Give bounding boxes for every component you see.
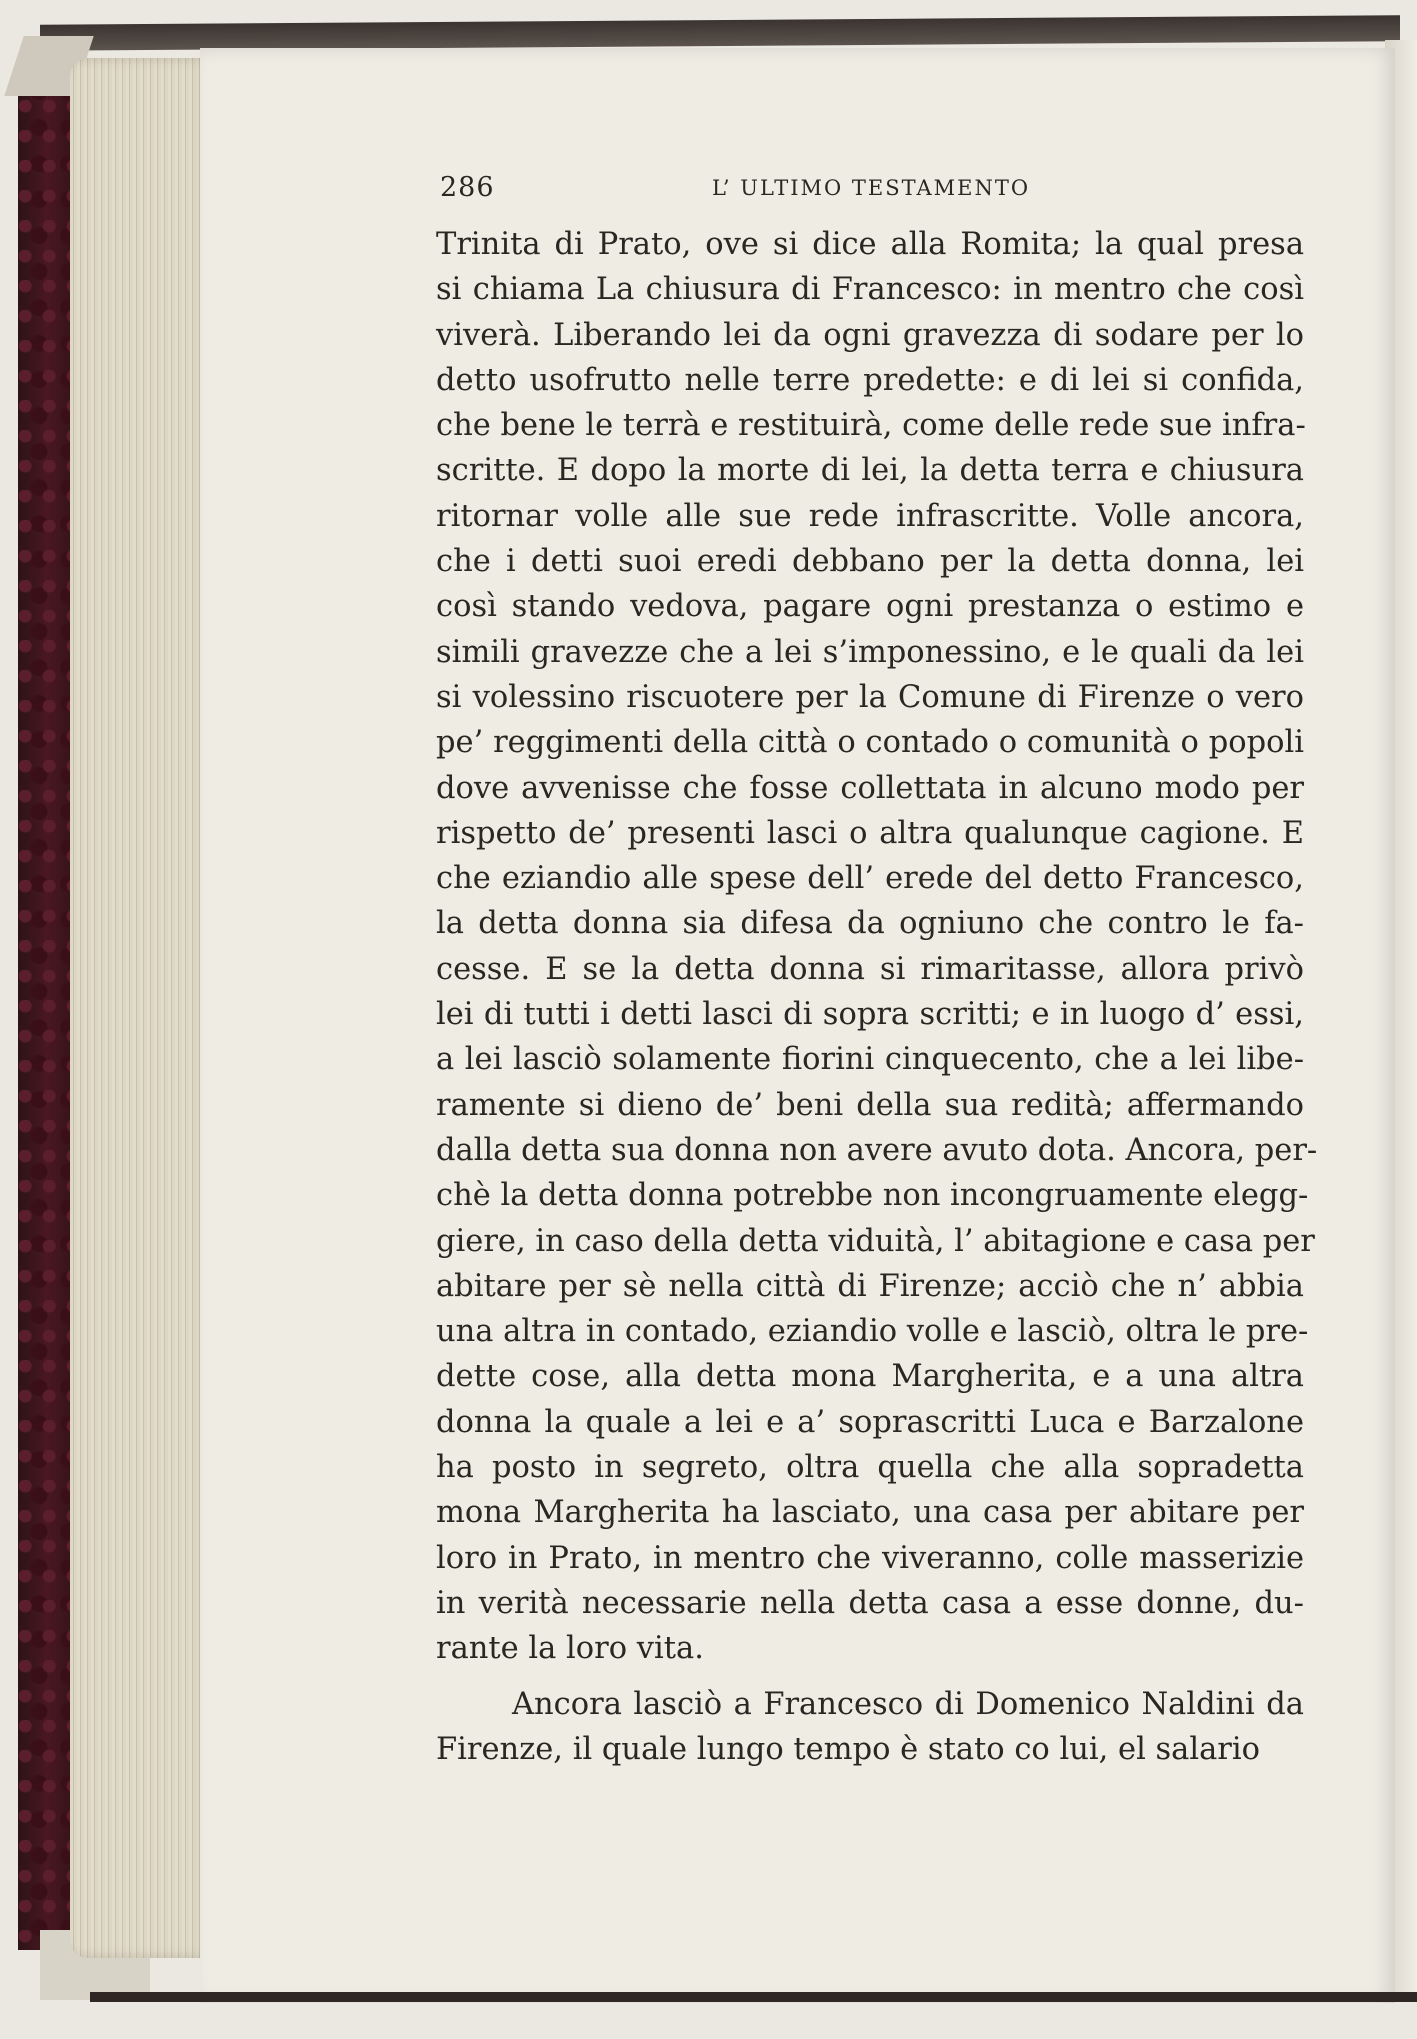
text-line: in verità necessarie nella detta casa a esse donne, du-	[436, 1585, 1304, 1621]
text-line: abitare per sè nella città di Firenze; acciò che n’ abbia	[436, 1268, 1304, 1304]
text-line: così stando vedova, pagare ogni prestanza o estimo e	[436, 589, 1304, 625]
text-line: a lei lasciò solamente fiorini cinquecento, che a lei libe-	[436, 1042, 1304, 1078]
text-line: loro in Prato, in mentro che viveranno, colle masserizie	[436, 1540, 1304, 1576]
running-head	[440, 172, 1300, 206]
text-line: che i detti suoi eredi debbano per la detta donna, lei	[436, 544, 1304, 580]
text-line: che bene le terrà e restituirà, come delle rede sue infra-	[436, 408, 1306, 444]
text-line: dove avvenisse che fosse collettata in alcuno modo per	[436, 770, 1304, 806]
running-title: L’ ULTIMO TESTAMENTO	[712, 176, 1031, 200]
text-line: dette cose, alla detta mona Margherita, e a una altra	[436, 1359, 1304, 1395]
text-line: pe’ reggimenti della città o contado o comunità o popoli	[436, 725, 1304, 761]
text-line: mona Margherita ha lasciato, una casa per abitare per	[436, 1495, 1304, 1531]
text-line: Firenze, il quale lungo tempo è stato co lui, el salario	[436, 1731, 1260, 1767]
book-cover-bottom-edge	[90, 1992, 1417, 2002]
page-stack-edges	[70, 58, 210, 1958]
text-line: donna la quale a lei e a’ soprascritti Luca e Barzalone	[436, 1404, 1304, 1440]
text-line: ramente si dieno de’ beni della sua redità; affermando	[436, 1087, 1304, 1123]
text-line: Ancora lasciò a Francesco di Domenico Naldini da	[512, 1686, 1304, 1722]
text-line: ritornar volle alle sue rede infrascritte. Volle ancora,	[436, 498, 1304, 534]
text-line: si chiama La chiusura di Francesco: in mentro che così	[436, 272, 1304, 308]
text-line: rante la loro vita.	[436, 1631, 704, 1667]
text-line: simili gravezze che a lei s’imponessino, e le quali da lei	[436, 634, 1304, 670]
text-line: Trinita di Prato, ove si dice alla Romita; la qual presa	[436, 227, 1304, 262]
text-line: lei di tutti i detti lasci di sopra scritti; e in luogo d’ essi,	[436, 997, 1304, 1033]
text-line: dalla detta sua donna non avere avuto dota. Ancora, per-	[436, 1132, 1318, 1168]
body-text	[436, 222, 1318, 1772]
text-line: cesse. E se la detta donna si rimaritasse, allora privò	[436, 951, 1304, 987]
text-line: chè la detta donna potrebbe non incongruamente elegg-	[436, 1178, 1309, 1214]
paragraph-gap	[436, 1672, 1304, 1682]
text-line: detto usofrutto nelle terre predette: e di lei si confida,	[436, 362, 1304, 398]
text-line: che eziandio alle spese dell’ erede del detto Francesco,	[436, 861, 1304, 897]
text-line: rispetto de’ presenti lasci o altra qualunque cagione. E	[436, 815, 1304, 851]
text-line: si volessino riscuotere per la Comune di Firenze o vero	[436, 679, 1304, 715]
text-line: la detta donna sia difesa da ogniuno che contro le fa-	[436, 906, 1304, 942]
text-line: ha posto in segreto, oltra quella che alla sopradetta	[436, 1450, 1304, 1486]
text-line: una altra in contado, eziandio volle e lasciò, oltra le pre-	[436, 1314, 1309, 1350]
page-number: 286	[440, 172, 495, 203]
text-line: giere, in caso della detta viduità, l’ abitagione e casa per	[436, 1223, 1315, 1259]
text-line: viverà. Liberando lei da ogni gravezza di sodare per lo	[436, 317, 1304, 353]
text-line: scritte. E dopo la morte di lei, la detta terra e chiusura	[436, 453, 1304, 489]
